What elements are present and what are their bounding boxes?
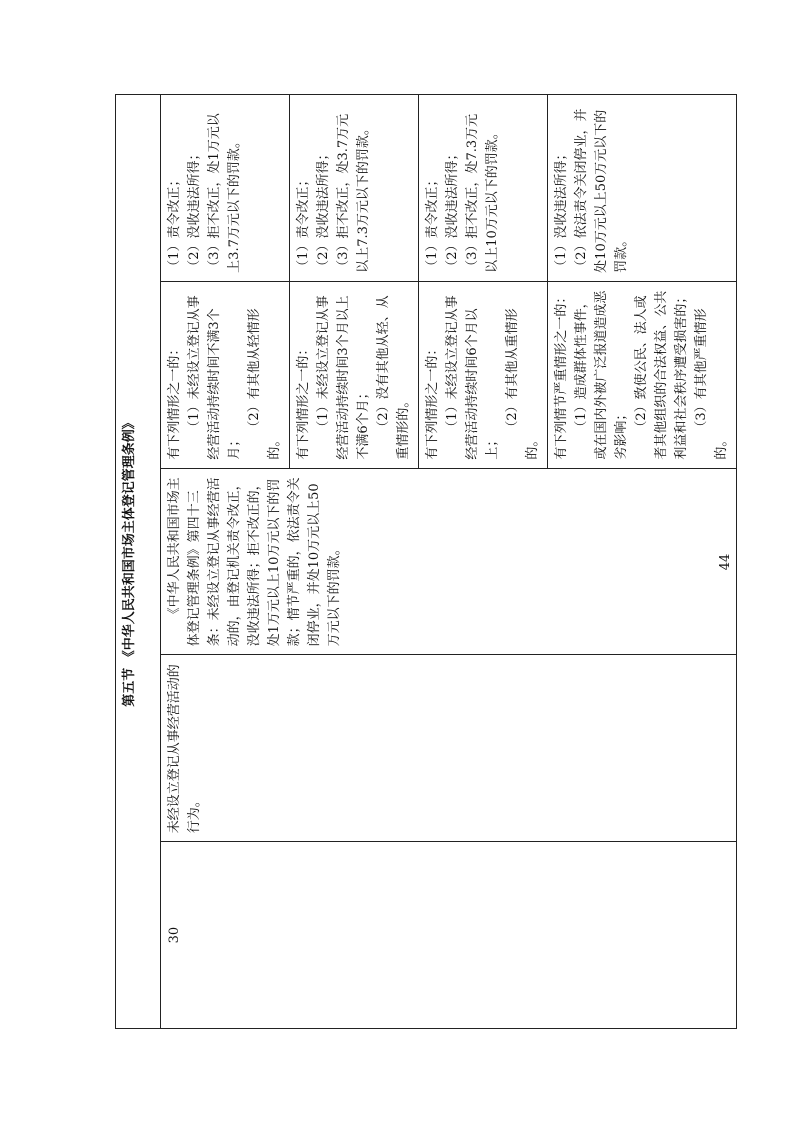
circumstance-item: （1）造成群体性事件，或在国内外被广泛报道造成恶劣影响； (574, 290, 629, 460)
circumstance-cell (419, 281, 548, 468)
penalty-item: （1）没收违法所得； (554, 147, 569, 273)
section-title: 第五节 《中华人民共和国市场主体登记管理条例》 (116, 95, 161, 1029)
circumstance-item: （1）未经设立登记从事经营活动持续时间不满3个月； (187, 295, 242, 460)
circumstance-item: （2）有其他从轻情形的。 (247, 308, 282, 460)
circumstance-item: （1）未经设立登记从事经营活动持续时间6个月以上； (445, 295, 500, 460)
table-row (161, 95, 290, 1029)
page-number: 44 (718, 553, 733, 571)
penalty-item: （2）依法责令关闭停业，并处10万元以上50万元以下的罚款。 (574, 108, 629, 273)
legal-basis-text: 《中华人民共和国市场主体登记管理条例》第四十三条：未经设立登记从事经营活动的，由登记机关责令改正，没收违法所得；拒不改正的，处1万元以上10万元以下的罚款；情节严重的，依法责令关闭停业，并处10万元以上50万元以下的罚款。 (167, 477, 342, 647)
circumstance-item: （2）有其他从重情形的。 (505, 308, 540, 460)
penalty-item: （1）责令改正； (296, 173, 311, 273)
penalty-item: （1）责令改正； (167, 173, 182, 273)
circumstance-item: （2）致使公民、法人或者其他组织的合法权益、公共利益和社会秩序遭受损害的； (634, 290, 689, 460)
circumstance-cell (161, 281, 290, 468)
illegal-act: 未经设立登记从事经营活动的行为。 (161, 655, 737, 842)
penalty-item: （3）拒不改正，处7.3万元以上10万元以下的罚款。 (465, 113, 500, 273)
circumstance-intro: 有下列情节严重情形之一的： (554, 290, 569, 460)
penalty-cell (161, 95, 290, 282)
penalty-cell (419, 95, 548, 282)
penalty-item: （2）没收违法所得； (187, 147, 202, 273)
circumstance-item: （3）有其他严重情形的。 (694, 308, 729, 460)
circumstance-cell (290, 281, 419, 468)
row-number: 30 (161, 842, 737, 1029)
penalty-standard-table (115, 94, 737, 1029)
penalty-item: （1）责令改正； (425, 173, 440, 273)
penalty-item: （3）拒不改正，处3.7万元以上7.3万元以下的罚款。 (336, 113, 371, 273)
penalty-cell (290, 95, 419, 282)
penalty-item: （2）没收违法所得； (445, 147, 460, 273)
circumstance-item: （1）未经设立登记从事经营活动持续时间3个月以上不满6个月； (316, 295, 371, 460)
circumstance-intro: 有下列情形之一的： (425, 342, 440, 460)
penalty-item: （3）拒不改正，处1万元以上3.7万元以下的罚款。 (207, 113, 242, 273)
penalty-item: （2）没收违法所得； (316, 147, 331, 273)
circumstance-intro: 有下列情形之一的： (167, 342, 182, 460)
circumstance-intro: 有下列情形之一的： (296, 342, 311, 460)
legal-basis (161, 468, 737, 655)
circumstance-cell (548, 281, 737, 468)
circumstance-item: （2）没有其他从轻、从重情形的。 (376, 295, 411, 460)
penalty-cell (548, 95, 737, 282)
